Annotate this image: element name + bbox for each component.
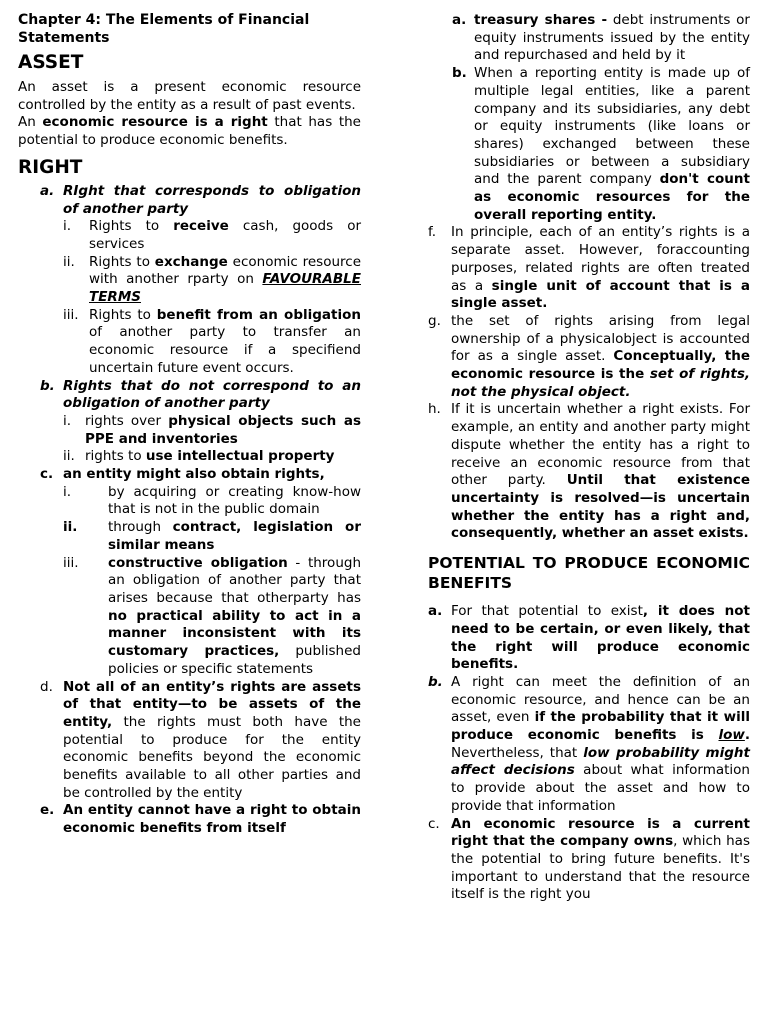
right-heading: RIGHT <box>18 156 83 178</box>
asset-heading: ASSET <box>18 52 84 73</box>
list-item-g: g. the set of rights arising from legal ownership of a physicalobject is accounted for as a single asset. Conceptually, the economic resource is the set of rights, not the physical object. <box>428 312 751 400</box>
list-item-c: c. an entity might also obtain rights, <box>40 466 325 483</box>
list-item-c-ii: ii. through contract, legislation or similar means <box>63 519 361 553</box>
chapter-title: Chapter 4: The Elements of Financial Statements <box>18 12 310 46</box>
list-item-c-iii: iii. constructive obligation - through an obligation of another party that arises because that otherparty has no practical ability to act in a manner inconsistent with its customary practices, published policies or specific statements <box>63 554 361 677</box>
list-item-f: f. In principle, each of an entity’s rights is a separate asset. However, foraccounting purposes, related rights are often treated as a single unit of account that is a single asset. <box>428 224 750 312</box>
list-item-potential-c: c. An economic resource is a current right that the company owns, which has the potential to bring future benefits. It's important to understand that the resource itself is the right you <box>428 815 750 903</box>
list-item-b-i: i. rights over physical objects such as PPE and inventories <box>63 412 361 447</box>
potential-heading: POTENTIAL TO PRODUCE ECONOMIC BENEFITS <box>428 554 750 593</box>
list-item-a-iii: iii. Rights to benefit from an obligation of another party to transfer an economic resource if a specifiend uncertain future event occurs. <box>63 306 361 376</box>
economic-resource-definition: An economic resource is a right that has the potential to produce economic benefits. <box>18 114 361 149</box>
list-item-a-i: i. Rights to receive cash, goods or services <box>63 218 362 252</box>
list-item-e: e. An entity cannot have a right to obtain economic benefits from itself <box>40 802 361 837</box>
right-column <box>428 12 750 904</box>
list-item-h: h. If it is uncertain whether a right exists. For example, an entity and another party might dispute whether the entity has a right to receive an economic resource from that other party. Until that existence uncertainty is resolved—is uncertain whether the entity has a right and, consequently, whether an asset exists. <box>428 401 750 542</box>
left-column <box>18 12 361 838</box>
list-item-b: b. Rights that do not correspond to an obligation of another party <box>40 377 361 412</box>
list-item-potential-a: a. For that potential to exist, it does not need to be certain, or even likely, that the right will produce economic benefits. <box>428 603 750 673</box>
asset-definition: An asset is a present economic resource controlled by the entity as a result of past events. <box>18 79 361 113</box>
list-item-c-i: i. by acquiring or creating know-how that is not in the public domain <box>63 483 361 518</box>
list-item-a-ii: ii. Rights to exchange economic resource with another rparty on FAVOURABLE TERMS <box>63 253 361 306</box>
list-item-d: d. Not all of an entity’s rights are assets of that entity—to be assets of the entity, the rights must both have the potential to produce for the entity economic benefits beyond the economic benefits available to all other parties and be controlled by the entity <box>40 678 361 801</box>
list-item-b-ii: ii. rights to use intellectual property <box>63 448 335 465</box>
list-item-a: a. RIght that corresponds to obligation of another party <box>40 182 361 217</box>
list-item-treasury-shares: a. treasury shares - debt instruments or equity instruments issued by the entity and repurchased and held by it <box>452 12 750 64</box>
list-item-reporting-entity: b. When a reporting entity is made up of multiple legal entities, like a parent company and its subsidiaries, any debt or equity instruments (like loans or shares) exchanged between these subsidiaries or between a subsidiary and the parent company don't count as economic resources for the overall reporting entity. <box>452 65 750 223</box>
list-item-potential-b: b. A right can meet the definition of an economic resource, and hence can be an asset, even if the probability that it will produce economic benefits is low. Nevertheless, that low probability might affect decisions about what information to provide about the asset and how to provide that information <box>428 673 750 814</box>
